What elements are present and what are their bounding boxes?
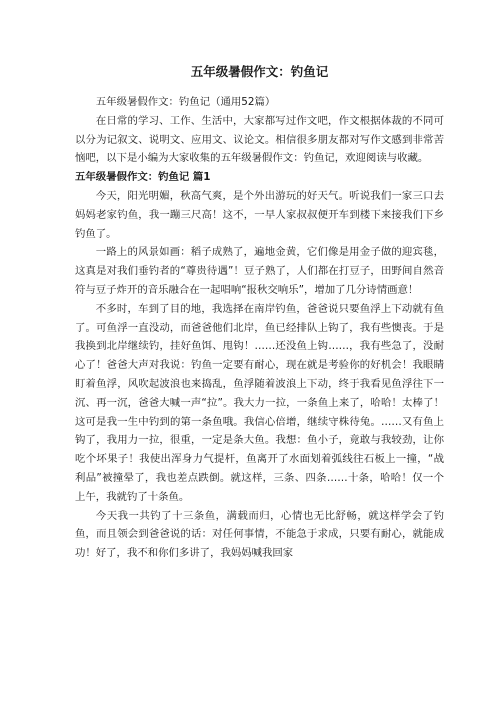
section-heading: 五年级暑假作文：钓鱼记 篇1 bbox=[75, 171, 211, 184]
preface-paragraph: 在日常的学习、工作、生活中，大家都写过作文吧，作文根据体裁的不同可以分为记叙文、说明文、应用文、议论文。相信很多朋友都对写作文感到非常苦恼吧，以下是小编为大家收集的五年级暑假作文：钓鱼记，欢迎阅读与收藏。 bbox=[75, 114, 444, 165]
body-paragraph: 今天我一共钓了十三条鱼，满载而归，心情也无比舒畅，就这样学会了钓鱼，而且领会到爸爸说的话：对任何事情，不能急于求成，只要有耐心，就能成功！好了，我不和你们多讲了，我妈妈喊我回家 bbox=[75, 509, 444, 560]
body-paragraph: 不多时，车到了目的地，我选择在南岸钓鱼，爸爸说只要鱼浮上下动就有鱼了。可鱼浮一直没动，而爸爸他们北岸，鱼已经排队上钩了，我有些懊丧。于是我换到北岸继续钓，挂好鱼饵、甩钩！……还没鱼上钩……，我有些急了，没耐心了！爸爸大声对我说：钓鱼一定要有耐心，现在就是考验你的好机会！我眼睛盯着鱼浮，风吹起波浪也来捣乱，鱼浮随着波浪上下动，终于我看见鱼浮往下一沉、再一沉，爸爸大喊一声“拉”。我大力一拉，一条鱼上来了，哈哈！太棒了！这可是我一生中钓到的第一条鱼哦。我信心倍增，继续守株待兔。……又有鱼上钩了，我用力一拉，很重，一定是条大鱼。我想：鱼小子，竟敢与我较劲，让你吃个坏果子！我使出浑身力气提杆，鱼离开了水面划着弧线往石板上一撞，“战利品”被撞晕了，我也差点跌倒。就这样，三条、四条……十条，哈哈！仅一个上午，我就钓了十条鱼。 bbox=[75, 302, 444, 503]
body-paragraph: 今天，阳光明媚，秋高气爽，是个外出游玩的好天气。听说我们一家三口去妈妈老家钓鱼，我一蹦三尺高！这不，一早人家叔叔便开车到楼下来接我们下乡钓鱼了。 bbox=[75, 189, 444, 240]
body-paragraph: 一路上的风景如画：稻子成熟了，遍地金黄，它们像是用金子做的迎宾毯，这真是对我们垂钓者的“尊贵待遇”！豆子熟了，人们都在打豆子，田野间自然音符与豆子炸开的音乐融合在一起唱响“报秋交响乐”，增加了几分诗情画意！ bbox=[75, 246, 444, 296]
intro-line: 五年级暑假作文：钓鱼记（通用52篇） bbox=[95, 96, 276, 108]
document-title: 五年级暑假作文：钓鱼记 bbox=[190, 64, 329, 79]
